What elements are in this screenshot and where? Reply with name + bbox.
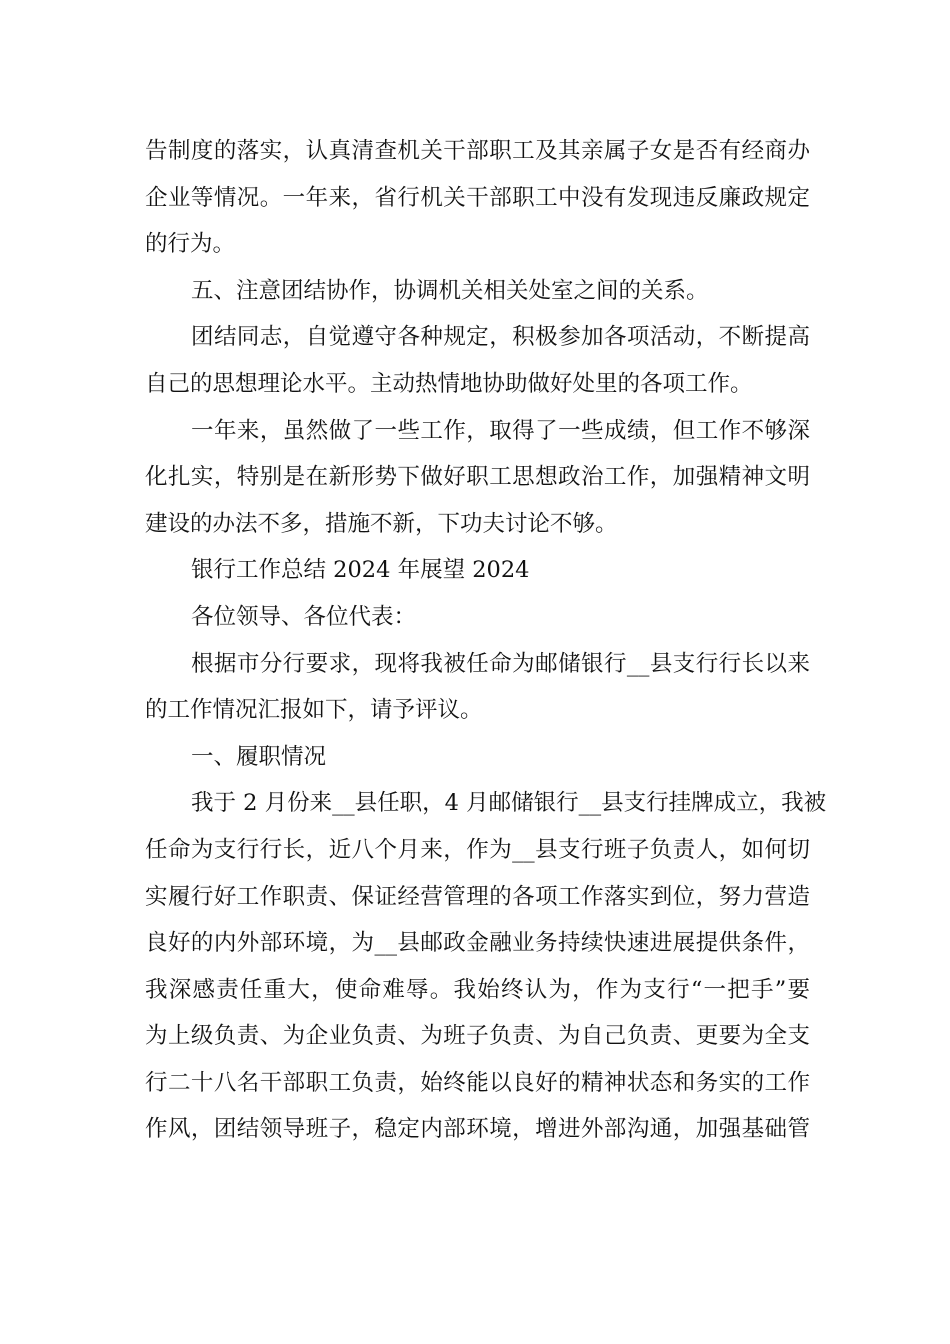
text-line: 的工作情况汇报如下，请予评议。: [145, 697, 483, 724]
text-line: 为上级负责、为企业负责、为班子负责、为自己负责、更要为全支: [145, 1023, 810, 1050]
text-line: 团结同志，自觉遵守各种规定，积极参加各项活动，不断提高: [191, 324, 810, 351]
text-line: 化扎实，特别是在新形势下做好职工思想政治工作，加强精神文明: [145, 464, 810, 491]
text-line: 各位领导、各位代表：: [191, 603, 417, 630]
text-line: 任命为支行行长，近八个月来，作为__县支行班子负责人，如何切: [145, 836, 810, 863]
text-line: 企业等情况。一年来，省行机关干部职工中没有发现违反廉政规定: [145, 184, 810, 211]
text-line: 建设的办法不多，措施不新，下功夫讨论不够。: [145, 510, 618, 537]
text-line: 一、履职情况: [191, 743, 327, 770]
document-body: [145, 128, 827, 1153]
text-line: 实履行好工作职责、保证经营管理的各项工作落实到位，努力营造: [145, 883, 810, 910]
text-line: 告制度的落实，认真清查机关干部职工及其亲属子女是否有经商办: [145, 138, 810, 164]
text-line: 根据市分行要求，现将我被任命为邮储银行__县支行行长以来: [191, 650, 810, 677]
text-line: 一年来，虽然做了一些工作，取得了一些成绩，但工作不够深: [191, 417, 810, 444]
text-line: 良好的内外部环境，为__县邮政金融业务持续快速进展提供条件，: [145, 930, 810, 957]
text-line: 作风，团结领导班子，稳定内部环境，增进外部沟通，加强基础管: [145, 1116, 810, 1143]
text-line: 五、注意团结协作，协调机关相关处室之间的关系。: [191, 277, 709, 304]
text-line: 的行为。: [145, 231, 236, 258]
text-line: 行二十八名干部职工负责，始终能以良好的精神状态和务实的工作: [145, 1069, 810, 1096]
text-line: 自己的思想理论水平。主动热情地协助做好处里的各项工作。: [145, 370, 753, 397]
text-line: 我深感责任重大，使命难辱。我始终认为，作为支行“一把手”要: [145, 976, 810, 1003]
text-line: 我于 2 月份来__县任职，4 月邮储银行__县支行挂牌成立，我被: [191, 790, 827, 817]
text-line: 银行工作总结 2024 年展望 2024: [191, 557, 530, 584]
